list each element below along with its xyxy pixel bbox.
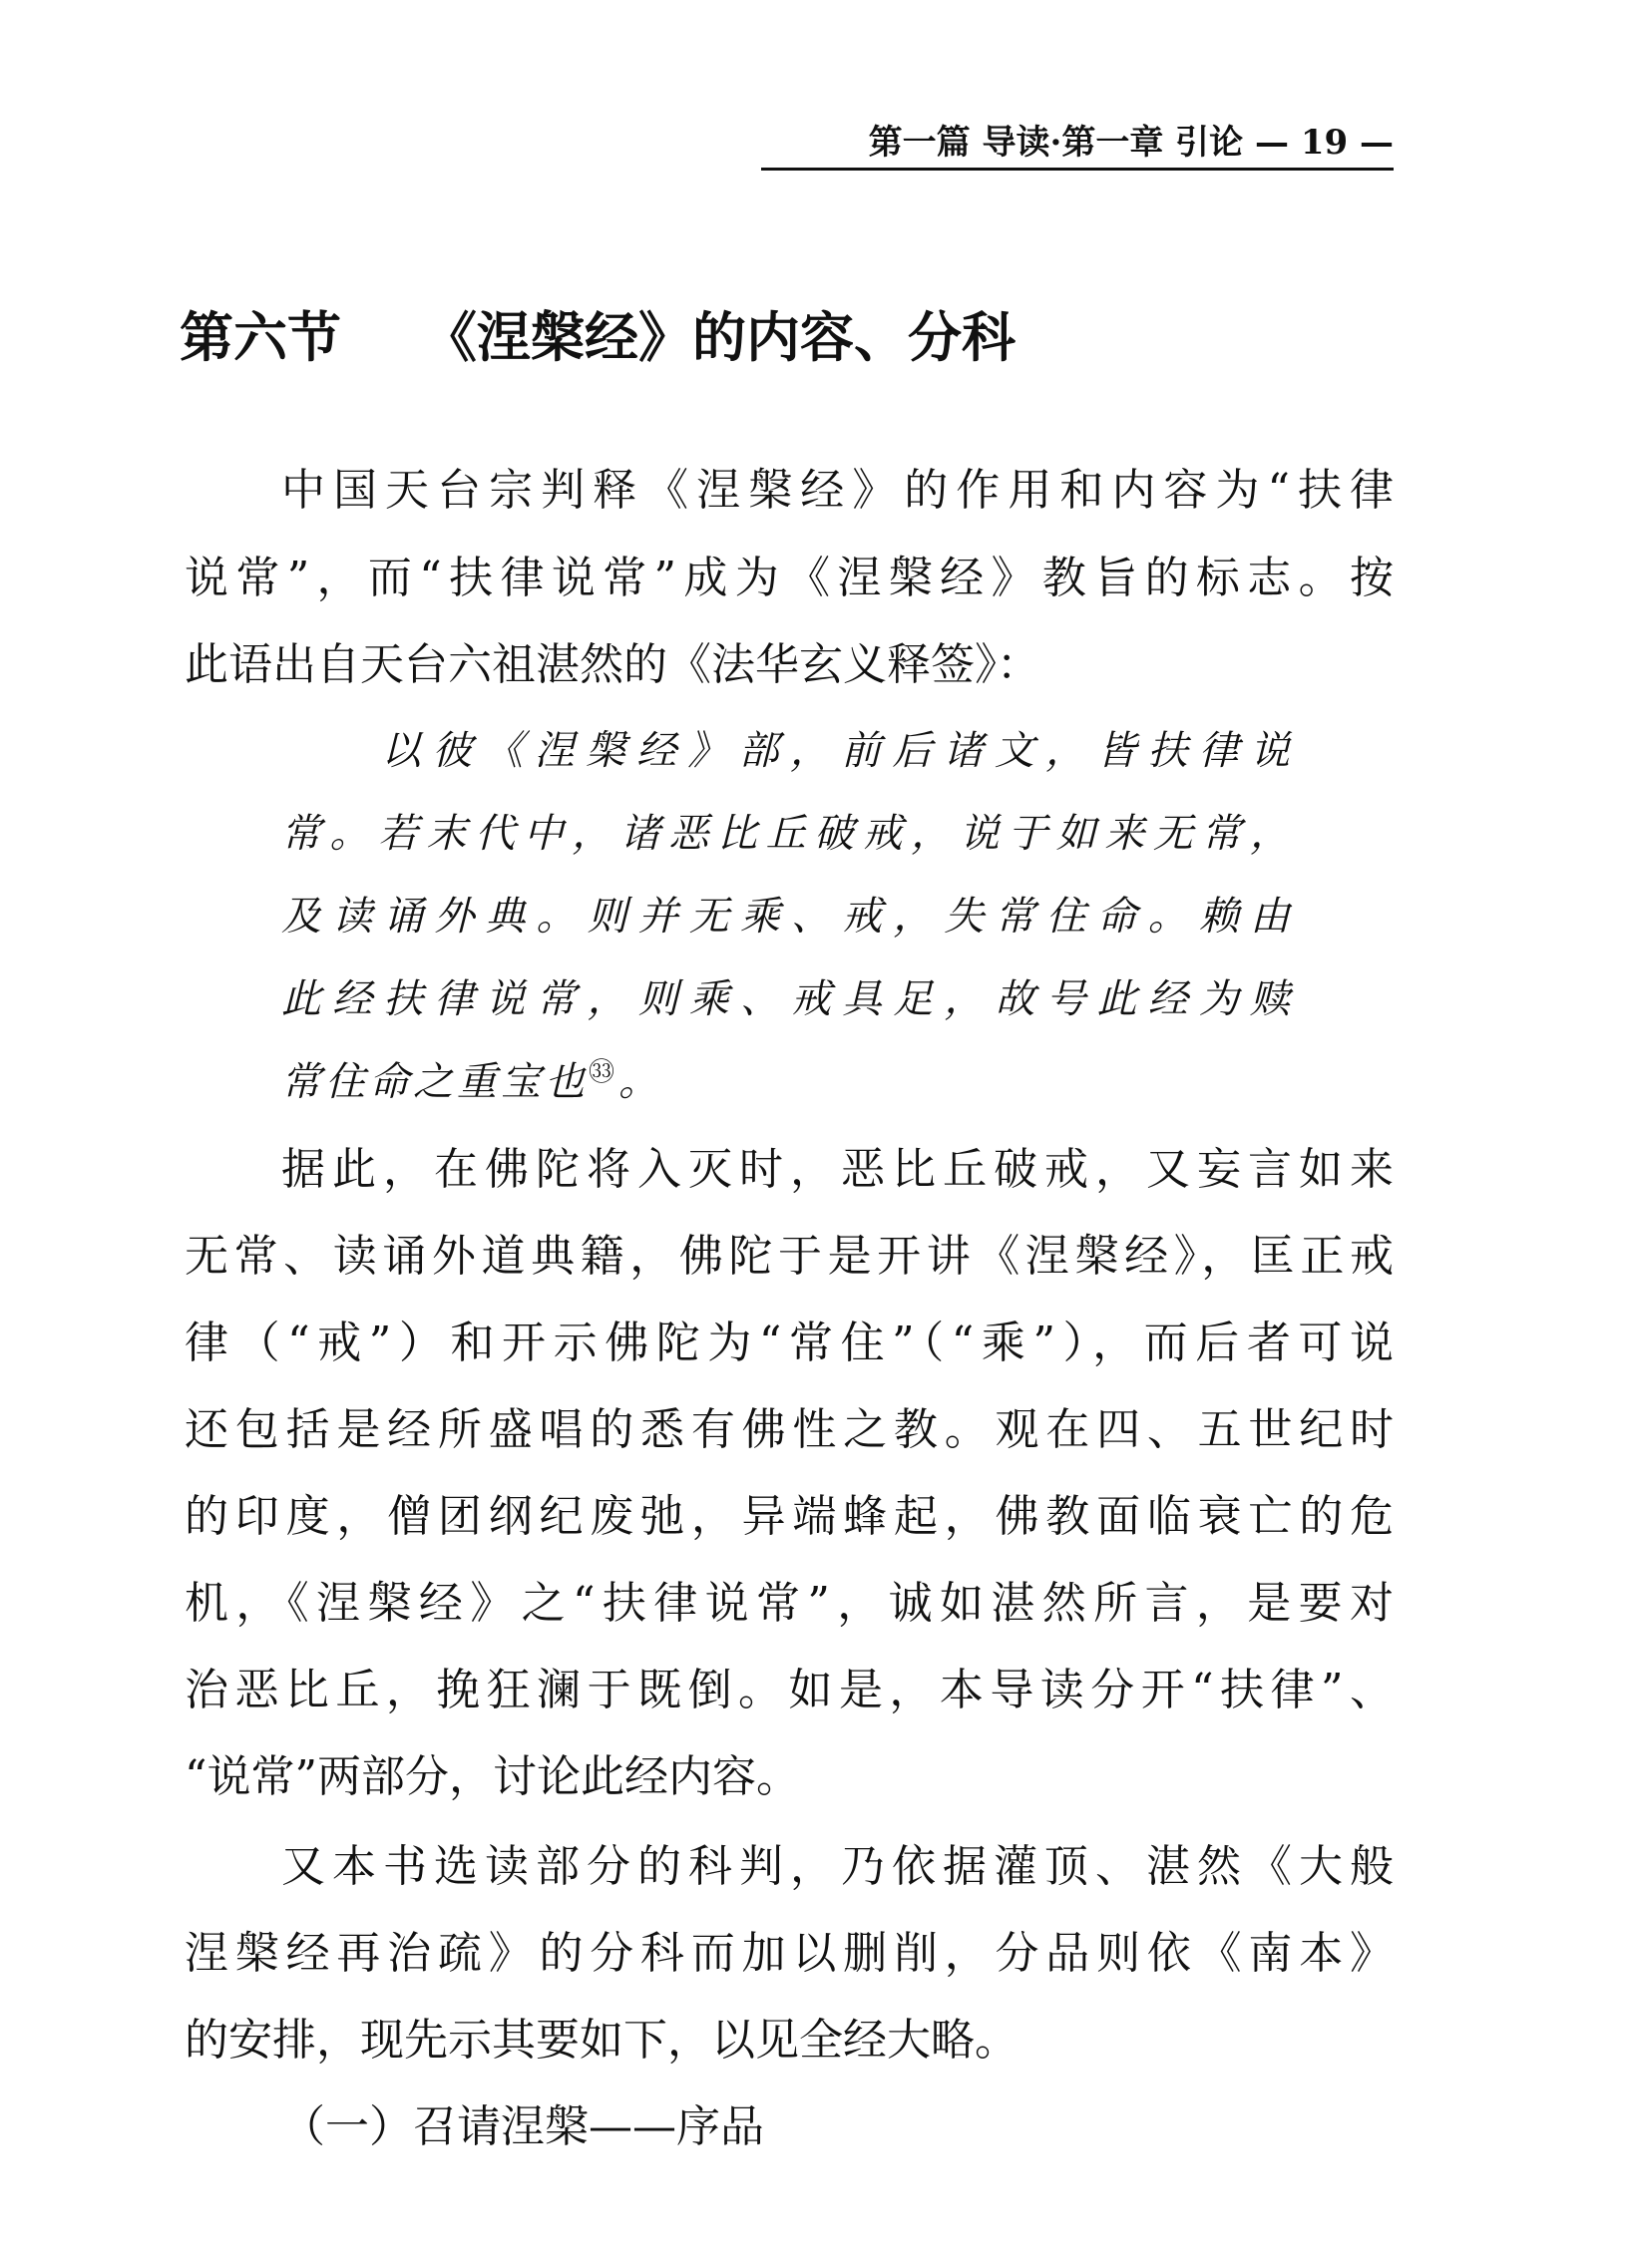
paragraph-line: 还包括是经所盛唱的悉有佛性之教。观在四、五世纪时 (185, 1404, 1394, 1455)
section-title: 《涅槃经》的内容、分科 (423, 305, 1016, 369)
paragraph-line: 据此，在佛陀将入灭时，恶比丘破戒，又妄言如来 (281, 1144, 1394, 1195)
quote-line: 常。若末代中，诸恶比丘破戒，说于如来无常， (281, 811, 1294, 857)
section-number: 第六节 (180, 305, 341, 369)
footnote-marker: ㉝ (589, 1057, 619, 1088)
paragraph-line: 的安排，现先示其要如下，以见全经大略。 (185, 2015, 1018, 2066)
quote-text: 常住命之重宝也 (281, 1059, 589, 1105)
quote-line (281, 1052, 662, 1112)
quote-line: 以彼《涅槃经》部，前后诸文，皆扶律说 (381, 728, 1294, 774)
paragraph-line: 又本书选读部分的科判，乃依据灌顶、湛然《大般 (281, 1841, 1394, 1892)
quote-line: 此经扶律说常，则乘、戒具足，故号此经为赎 (281, 976, 1294, 1022)
paragraph-line: 无常、读诵外道典籍，佛陀于是开讲《涅槃经》，匡正戒 (185, 1231, 1394, 1282)
paragraph-line: 律（“戒”）和开示佛陀为“常住”（“乘”），而后者可说 (185, 1318, 1394, 1368)
quote-line: 及读诵外典。则并无乘、戒，失常住命。赖由 (281, 894, 1294, 940)
quote-end-punct: 。 (618, 1059, 663, 1105)
paragraph-line: 治恶比丘，挽狂澜于既倒。如是，本导读分开“扶律”、 (185, 1665, 1394, 1715)
paragraph-line: 此语出自天台六祖湛然的《法华玄义释签》： (185, 639, 1040, 690)
paragraph-line: 涅槃经再治疏》的分科而加以删削，分品则依《南本》 (185, 1928, 1394, 1979)
running-header: 第一篇 导读·第一章 引论 — 19 — (761, 118, 1394, 171)
paragraph-line: 机，《涅槃经》之“扶律说常”，诚如湛然所言，是要对 (185, 1578, 1394, 1629)
paragraph-line: “说常”两部分，讨论此经内容。 (185, 1751, 800, 1802)
outline-subheading: （一）召请涅槃——序品 (281, 2101, 764, 2152)
paragraph-line: 的印度，僧团纲纪废弛，异端蜂起，佛教面临衰亡的危 (185, 1491, 1394, 1542)
paragraph-line: 说常”，而“扶律说常”成为《涅槃经》教旨的标志。按 (185, 553, 1394, 603)
paragraph-line: 中国天台宗判释《涅槃经》的作用和内容为“扶律 (281, 465, 1394, 516)
section-heading (180, 297, 1016, 377)
